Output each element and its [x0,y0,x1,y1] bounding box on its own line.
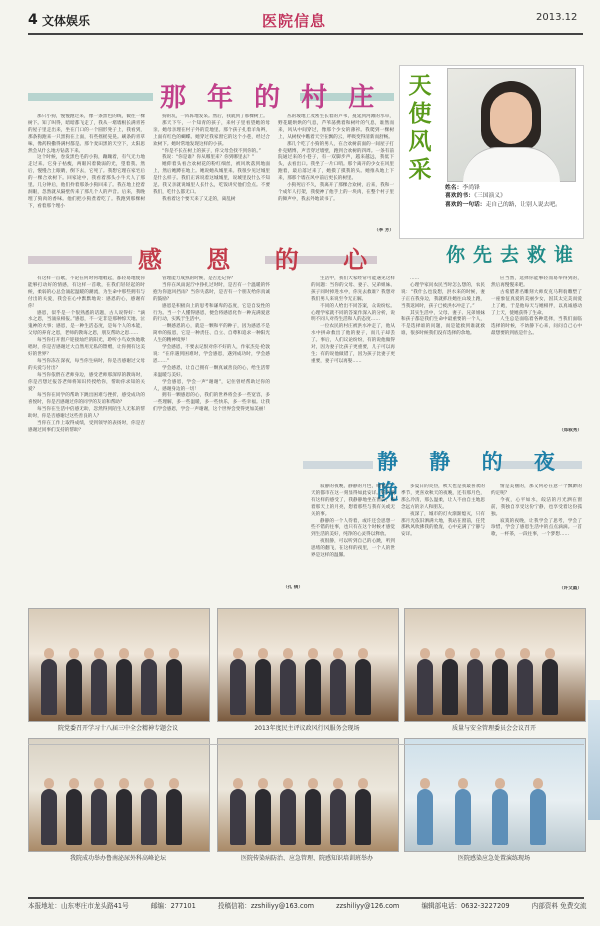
person-head [169,778,179,789]
angel-title-char: 风 [408,128,432,155]
person-head [358,648,368,659]
title-bar-left [28,256,132,264]
person-silhouette [467,659,483,715]
title-bar-left [303,461,373,469]
person-head [69,778,79,789]
paragraph: 狗的坑，一阵阵地发呆。然后，我就到了那棵树上。 [162,114,268,119]
header-rule [28,33,583,35]
angel-profile-title [402,72,438,184]
paragraph: 小狗死后不久，我离开了那棵合欢树，后来，我和一个成年人打架，我使神了他手上的一块肉，在整个村子里的舞声中，我去外地读书了。 [278,183,394,202]
article-night-col1 [311,484,395,594]
profile-quote-line: 喜欢的一句话：走自己的路，让别人说去吧。 [445,201,561,208]
person-head [333,778,343,789]
gallery-divider [28,744,584,745]
face-shape [490,92,532,144]
person-silhouette [542,659,558,715]
person-head [545,648,555,659]
issue-date: 2013.12 [536,12,578,23]
person-head [94,778,104,789]
person-silhouette [330,789,346,845]
angel-title-char: 采 [408,156,432,183]
paragraph: 生活中，我们大家经常可能遇见这样的问题：当你的父母、妻子、兄弟姐妹、孩子同时掉进水中，你先去救谁？我想对我们男人来说至今无正解。 [311,276,395,302]
person-silhouette [517,659,533,715]
person-head [119,778,129,789]
person-silhouette [280,659,296,715]
person-head [333,648,343,659]
person-head [358,778,368,789]
paragraph: 学会感恩，让自己拥有一颗真诚善良的心，给生活带来温暖与美好。 [153,365,270,378]
person-head [119,648,129,659]
person-silhouette [166,789,182,845]
person-silhouette [305,659,321,715]
person-head [258,778,268,789]
paragraph: 多夏日的炎热，秋天也是我最喜欢的季节，更喜欢秋天的夜晚，还有那月色，那么冷清，那么温柔，让人不由自主地思念远方的亲人和朋友。 [401,484,485,510]
person-silhouette [492,659,508,715]
person-head [308,778,318,789]
person-head [44,778,54,789]
paragraph: 那只小狗，慢慢跑过来，像一条黑色的线，微往一棵树下。知了叫得，暗暗都飞走了，我从一堵墙根长满青苔的屋子里走出来，坐在门口的一个圆形凳子上，我看到，那条狗跑来一只黑狗在上面，有些摇摇晃晃。刷条的青草味，像药粉撒得满村都是。那个麦田黑的天空下，太阳思然会从什么地方钻落下来。 [28,114,145,154]
gallery-photo [28,738,210,852]
footer-notice: 内部资料 免费交流 [531,902,587,910]
gallery-photo [28,608,210,722]
person-silhouette [255,659,271,715]
footer-email-2: zzshiliyy@126.com [336,902,400,910]
paragraph: 夜很静，可以听到自己的心跳，听到思绪的翻飞，在这样的夜里，一个人的世界是这样的温馨。 [311,539,395,559]
angel-title-char: 天 [408,72,432,99]
person-head [470,648,480,659]
person-head [258,648,268,659]
photo-caption: 医院传染病防治、应急管理、院感知识培训班举办 [240,855,373,862]
person-silhouette [141,789,157,845]
gallery-photo [404,608,586,722]
article-village-signature: （李 芳） [374,228,394,233]
article-village-col2 [153,114,270,248]
paragraph: 学会感恩，不要去记恨对你不好的人，作家杰克·伦敦说：“在你遇到困难时，学会感恩，遇到成功时，学会感恩……” [153,345,270,364]
masthead-title: 医院信息 [262,12,327,30]
page-footer [28,897,587,913]
person-head [144,648,154,659]
article-night-signature: （许文霞） [559,586,582,591]
article-save-col2 [401,276,485,436]
paragraph: 不同的人给出不同答案，众说纷纭。心理学家就不同的答案作深入的分析，说明不同人对待生活和人的态度…… [311,303,395,323]
article-gratitude-col1 [28,276,145,594]
person-head [169,648,179,659]
person-silhouette [330,659,346,715]
article-gratitude-signature: （孔 倩） [283,585,303,590]
person-silhouette [166,659,182,715]
photo-caption: 质量与安全管理委员会会议召开 [451,725,536,732]
person-head [458,778,468,789]
article-village-col3 [278,114,394,236]
person-head [44,648,54,659]
person-silhouette [91,789,107,845]
person-head [520,648,530,659]
gallery-photo [217,608,399,722]
gallery-photo [404,738,586,852]
article-save-col1 [311,276,395,436]
profile-name-line: 姓名：李尚锋 [445,185,480,191]
person-silhouette [91,659,107,715]
paragraph: 学会感恩，学会一声“谢谢”，记住曾经帮助过你的人，感谢身边的一切！ [153,379,270,392]
article-title-gratitude: 感 恩 的 心 [138,245,386,274]
person-silhouette [230,789,246,845]
person-head [233,648,243,659]
article-village-col1 [28,114,145,248]
person-silhouette [280,789,296,845]
person-head [420,648,430,659]
page-number: 4 [28,12,38,28]
paragraph: 这个时候，卷发黑色毛的小狗，蹦蹦着，有气无力地走过来。它身子枯瘦，两眼闪着微弱的光，望着我。然后，慢慢合上眼睛，倒下去，它死了。我想它理在家宅后的一棵合欢树下。回家途中，我看着那头小牛犬人了那里。几分钟后，他们拎着那条小狗回来了。我在地上挖着洞眼，忽然就从隔壁传来了那几个人的声音。后来，我晚埋了狗肉的香味。他们把小狗煮着吃了。我跑到那棵树下，看着那个埋小 [28,155,145,209]
footer-address: 本报地址：山东枣庄市龙头路41号 [28,902,129,910]
person-silhouette [417,659,433,715]
paragraph: 其实生活中，父母、妻子、兄弟姐妹和孩子都是我们生命中最重要的一个人，不是选择谁的问题，而是能救到谁就救谁，很多时候我们没有选择的余地。 [401,310,485,337]
article-night-col3 [491,484,582,586]
photo-caption: 2013年度民主评议政风行风服务会现场 [254,725,360,732]
person-silhouette [255,789,271,845]
person-head [283,778,293,789]
title-bar-left [28,93,153,101]
article-save-col3 [491,276,582,426]
footer-postcode: 邮编：277101 [150,902,196,910]
paragraph: 每当你打开窗户迎接灿烂的阳光，聆听小鸟欢快地歌唱时，你是否感谢过大自然用无私的馈赠，让你拥有这美好的世界？ [28,338,145,357]
paragraph: 情是美丽的，那又何必在意一个飘渺的约定呢？ [491,484,582,496]
angel-title-char: 使 [408,100,432,127]
person-silhouette [455,789,471,845]
person-silhouette [230,659,246,715]
person-silhouette [530,789,546,845]
person-silhouette [66,659,82,715]
paragraph: 每当你在同学的帮助下跳出困难与挫折，感受成功的喜悦时，你是否感谢过你的同学的友谊和帮助？ [28,393,145,406]
side-tab [588,700,600,820]
paragraph: 我看着这个要天来了又走的，离乱树 [162,196,236,202]
paragraph: 古希腊著名雕刻大师皮克马利翁雕塑了一座象征真爱的美丽少女，因其太完美而爱上了她，于是他每天与她相伴，以真诚感动了上天，使她获得了生命。 [491,289,582,316]
paragraph: 每当你在生活中倍感无助，忽然得到陌生人无私的帮助时，你是否感谢过这些善良的人？ [28,407,145,420]
paragraph: 应当然，选择你能够轻而易举得到的，然后再慢慢来吧。 [491,276,582,288]
article-save-signature: （郑叙秀） [559,428,582,433]
profile-book-line: 喜欢的书：《三国演义》 [445,193,506,200]
paragraph: 我说：“你是谁？你从哪里来？你到哪里去？” [162,155,255,161]
person-head [420,778,430,789]
paragraph: 一颗感恩的心，就是一颗和平的种子，因为感恩不是简单的报恩，它是一种责任、自立、自尊和追求一种阳光人生的精神境界！ [153,324,270,344]
person-head [233,778,243,789]
person-head [533,778,543,789]
person-head [495,648,505,659]
paragraph: 有这样一首歌，不论在何时何地唱起，都轻易地使你能够打动好的情感，有这样一首歌，在我们轻轻起的时候，柔弱的心总会涌起温暖的潮流，为生命中那些拥有与付出的关爱，我会在心中默默地说：感恩的心，感谢有你！ [28,276,145,309]
person-head [69,648,79,659]
paragraph: 心理学家问农民当时怎么想的，农民说：“我什么也没想，洪水来的时候，妻子正在我身边，我就抓住她往山坡上跑，当我返回时，孩子已被洪水冲走了。” [401,282,485,309]
paragraph: 夜深了，城市的灯火渐渐熄灭，只有那月光依旧洒满大地，我站在窗前，任凭那秋风吹拂我的脸庞，心中充满了宁静与安详。 [401,511,485,538]
article-title-village: 那 年 的 村 庄 [160,83,381,113]
paragraph: 拥有一颗感恩的心，我们的世界将会多一些宽容，多一些理解，多一些温暖，多一些快乐，多一些幸福。让我们学会感恩，学会一声谢谢，这个世界会变得更加美丽！ [153,393,270,413]
footer-phone: 编辑部电话：0632-3227209 [421,902,510,910]
paragraph: 感恩，似乎是一个很熟悉的话题，古人说得好：“滴水之恩，当涌泉相报。”感恩，不一定非是那种惊天地、泣鬼神的大事；感恩，是一种生活态度，是每个人的本能，父母的养育之恩，老师的教诲之恩，朋友帮助之恩…… [28,310,145,337]
paragraph: 那天下午，一个知青的孩子，来村子里看望她的母亲。她母亲理在村子外的荒地里。那个孩子扎着羊角辫，上面有红色的蝴蝶。她穿过我家窗它的这个小巷，经过合欢树下。她时常地发现这样的小孩。 [153,120,270,147]
paragraph: 今夜，心平如水，皎洁的月光洒在窗前，我独自享受这份宁静，也享受着这份孤独。 [491,497,582,517]
person-silhouette [442,659,458,715]
paragraph: 感恩是积极向上的思考和谦卑的态度，它是自发性的行为。当一个人懂得感恩，便会将感恩化作一种充满爱意的行动，实践于生活中。 [153,303,270,323]
article-gratitude-col2 [153,276,270,586]
person-silhouette [141,659,157,715]
profile-photo [447,68,576,182]
person-head [283,648,293,659]
photo-caption: 我院成功举办鲁南泌尿外科高峰论坛 [69,855,166,862]
person-head [144,778,154,789]
profile-caption [445,184,561,209]
person-silhouette [116,659,132,715]
paragraph: “你是不长在树上的孩子，你父母会找不到你的。” [162,148,261,154]
person-silhouette [41,789,57,845]
paragraph: 当你在工作上取得成绩，受到领导的表扬时，你是否感谢过同事们支持的帮助？ [28,421,145,433]
page-header [0,0,600,38]
person-head [94,648,104,659]
white-coat-shape [463,147,560,182]
person-head [495,778,505,789]
article-night-col2 [401,484,485,594]
paragraph: …… [410,276,420,281]
paragraph: 她仰着头看合欢树花的粉红细丝，被风吹落到地面上，然后她蹲在地上。她说她从城里来。我很少见过城里是什么样子。我们正诉说着这城城里，说城里没什么不知足。我又亲就说城里人长什么，吃饭讲究他们会点。不要我们，吃什么都无口。 [153,162,270,195]
person-silhouette [355,789,371,845]
paragraph: 寂静的夜晚，静静的月色，喂食了一天的都市在这一刻显得如此安详。好久没有这样的感受了，我静静地坐在窗前，看着那天上的月亮，想着那些与我有关或无关的事。 [311,484,395,517]
person-silhouette [66,789,82,845]
paragraph: 当你在风雨泥泞中挣扎过时时，是否有一个温暖的怀抱为你遮风挡雨？当你失落时，是否有一个朋友给你真诚的鼓励？ [153,282,270,302]
person-head [308,648,318,659]
paragraph: 静静的一个人待着，或许还会思想一些不错的往事，也只有在这个时候才感觉到生活的美好，纯净的心灵得以释放。 [311,518,395,538]
section-name: 文体娱乐 [42,14,91,28]
footer-email-1: 投稿信箱：zzshiliyy@163.com [217,902,315,910]
photo-caption: 院党委召开学习十八届三中全会精神专题会议 [57,725,178,732]
photo-caption: 医院感染应急处置演练现场 [457,855,530,862]
paragraph: 每当你依偎在老师身边，感受老师那深厚的教诲时，你是否想过报答老师将知识传授给你，帮助你求知的关爱？ [28,372,145,392]
gallery-photo [217,738,399,852]
person-head [445,648,455,659]
paragraph: 丛的坡地上茂密生长着的芦苇，蔓延到河滩的水草，野花暖烘烘的气息，芦苇荡携着和树叶的气息，谁然而来，风从中间穿过，像那个少女的薄衫。我爬到一棵树上，从树杈中瞧着天空在飘的云，呼吸变得清新而舒畅。 [278,114,394,140]
person-silhouette [355,659,371,715]
person-silhouette [417,789,433,845]
paragraph: 寂寞的夜晚，让我学会了思考，学会了珍惜，学会了感恩生活中的点点滴滴。一首歌，一杯茶，一段往事，一个梦想…… [491,518,582,538]
person-silhouette [492,789,508,845]
person-silhouette [41,659,57,715]
paragraph: 那几个吃了小狗的男人，在合欢树前面的一间屋子打扑克赌博，声音穿过墙壁，跑到合欢树的四周。一条有前院通过来的小巷子，有一双脚步声，越来越远，我低下头，去看出口。我坐了一片口哨。那个离开的少女在风里跑着，最后落过来了，她摸了摸我的头。她推从地上下来，那那个墙在风中前后更长的树里。 [278,141,394,182]
article-title-whom-to-save: 你先去救谁 [445,244,581,266]
paragraph: 一位农民的村庄被洪水冲走了，他从水中拼命救出了他的妻子，而儿子却丢了。事后，人们议论纷纷，有的说他做得对，因为妻子比孩子更重要，儿子可以再生；有的说他做错了，因为孩子比妻子更重要，妻子可以再娶…… [311,324,395,364]
paragraph: 人生总是面临着各种选择，当我们面临选择的时候，不妨静下心来，问问自己心中最想要的到底是什么。 [491,317,582,337]
person-silhouette [116,789,132,845]
article-title-quiet-night: 静 静 的 夜 晚 [377,449,567,504]
person-silhouette [305,789,321,845]
paragraph: 每当你冻在深夜，每当你生病时，你是否感谢过父母的关爱与付出？ [28,358,145,371]
paragraph: 管理能力成熟的时候，是否还记得？ [162,276,236,281]
